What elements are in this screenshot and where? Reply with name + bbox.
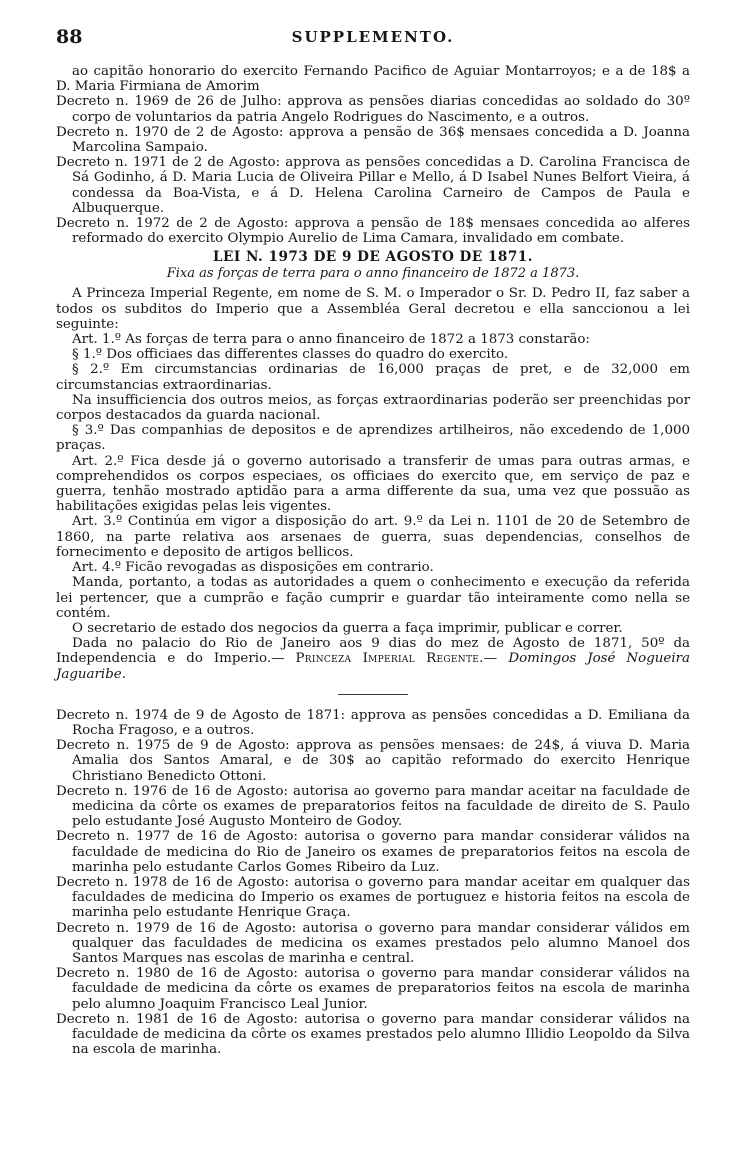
decree-entry: Decreto n. 1970 de 2 de Agosto: approva a pensão de 36$ mensaes concedida a D. Joanna Marcolina Sampaio. — [56, 124, 690, 156]
law-paragraph: § 1.º Dos officiaes das differentes classes do quadro do exercito. — [72, 347, 509, 363]
law-paragraph: O secretario de estado dos negocios da guerra a faça imprimir, publicar e correr. — [72, 620, 623, 636]
law-paragraph: Art. 1.º As forças de terra para o anno financeiro de 1872 a 1873 constarão: — [72, 332, 590, 348]
law-paragraph: Art. 4.º Ficão revogadas as disposições em contrario. — [72, 560, 434, 576]
law-paragraph: § 2.º Em circumstancias ordinarias de 16,000 praças de pret, e de 32,000 em circumstancias extraordinarias. — [56, 362, 690, 393]
law-paragraph: Na insufficiencia dos outros meios, as forças extraordinarias poderão ser preenchidas por corpos destacados da guarda nacional. — [56, 392, 690, 424]
decree-entry: Decreto n. 1980 de 16 de Agosto: autorisa o governo para mandar considerar válidos na faculdade de medicina da côrte os exames de preparatorios feitos na escola de marinha pelo alumno Joaquim Francisco Leal Junior. — [56, 966, 690, 1012]
decree-entry: Decreto n. 1977 de 16 de Agosto: autorisa o governo para mandar considerar válidos na faculdade de medicina do Rio de Janeiro os exames de preparatorios feitos na escola de marinha pelo estudante Carlos Gomes Ribeiro da Luz. — [56, 829, 690, 875]
decree-entry: Decreto n. 1975 de 9 de Agosto: approva as pensões mensaes: de 24$, á viuva D. Maria Amalia dos Santos Amaral, e de 30$ ao capitão reformado do exercito Henrique Christiano Benedicto Ottoni. — [56, 738, 690, 784]
decrees-top-section — [56, 64, 690, 246]
decree-entry: Decreto n. 1981 de 16 de Agosto: autorisa o governo para mandar considerar válidos na faculdade de medicina da côrte os exames prestados pelo alumno Illidio Leopoldo da Silva na escola de marinha. — [56, 1011, 690, 1058]
law-closing — [56, 636, 690, 682]
law-subtitle: Fixa as forças de terra para o anno financeiro de 1872 a 1873. — [166, 266, 580, 282]
law-paragraph: § 3.º Das companhias de depositos e de aprendizes artilheiros, não excedendo de 1,000 praças. — [56, 423, 690, 454]
running-head: SUPPLEMENTO. — [291, 28, 455, 46]
decree-continuation: ao capitão honorario do exercito Fernando Pacifico de Aguiar Montarroyos; e a de 18$ a D. Maria Firmiana de Amorim — [56, 64, 690, 95]
page-header — [56, 24, 690, 64]
decree-entry: Decreto n. 1976 de 16 de Agosto: autorisa ao governo para mandar aceitar na faculdade de medicina da côrte os exames de preparatorios feitos na faculdade de direito de S. Paulo pelo estudante José Augusto Monteiro de Godoy. — [56, 783, 690, 830]
law-paragraph: Art. 3.º Continúa em vigor a disposição do art. 9.º da Lei n. 1101 de 20 de Setembro de 1860, na parte relativa aos arsenaes de guerra, suas dependencias, conselhos de fornecimento e deposito de artigos bellicos. — [56, 514, 690, 560]
decree-entry: Decreto n. 1972 de 2 de Agosto: approva a pensão de 18$ mensaes concedida ao alferes reformado do exercito Olympio Aurelio de Lima Camara, invalidado em combate. — [56, 216, 690, 247]
decree-entry: Decreto n. 1969 de 26 de Julho: approva as pensões diarias concedidas ao soldado do 30º corpo de voluntarios da patria Angelo Rodrigues do Nascimento, e a outros. — [56, 94, 690, 125]
law-section — [56, 249, 690, 681]
decrees-bottom-section — [56, 708, 690, 1058]
law-title: LEI N. 1973 DE 9 DE AGOSTO DE 1871. — [212, 249, 533, 266]
document-page — [56, 24, 690, 1057]
closing-text: Dada no palacio do Rio de Janeiro aos 9 dias do mez de Agosto de 1871, 50º da Independencia e do Imperio.— — [56, 636, 690, 667]
minister-signature: Domingos José Nogueira Jaguaribe. — [56, 651, 690, 682]
decree-entry: Decreto n. 1978 de 16 de Agosto: autorisa o governo para mandar aceitar em qualquer das faculdades de medicina do Imperio os exames de portuguez e historia feitos na escola de marinha pelo estudante Henrique Graça. — [56, 874, 690, 921]
law-paragraph: Manda, portanto, a todas as autoridades a quem o conhecimento e execução da referida lei pertencer, que a cumprão e fação cumprir e guardar tão inteiramente como nella se contém. — [56, 575, 690, 621]
regent-signature: Princeza Imperial Regente.— — [295, 651, 498, 667]
law-paragraph: Art. 2.º Fica desde já o governo autorisado a transferir de umas para outras armas, e comprehendidos os corpos especiaes, os officiaes do exercito que, em serviço de paz e guerra, tenhão mostrado aptidão para a arma differente da sua, uma vez que possuão as habilitações exigidas pelas leis vigentes. — [56, 453, 690, 515]
decree-entry: Decreto n. 1971 de 2 de Agosto: approva as pensões concedidas a D. Carolina Francisca de Sá Godinho, á D. Maria Lucia de Oliveira Pillar e Mello, á D Isabel Nunes Belfort Vieira, á condessa da Boa-Vista, e á D. Helena Carolina Carneiro de Campos de Paula e Albuquerque. — [56, 155, 690, 216]
law-paragraph: A Princeza Imperial Regente, em nome de S. M. o Imperador o Sr. D. Pedro II, faz saber a todos os subditos do Imperio que a Assembléa Geral decretou e ella sanccionou a lei seguinte: — [56, 286, 690, 332]
page-number: 88 — [56, 26, 83, 48]
section-divider — [338, 694, 408, 695]
decree-entry: Decreto n. 1974 de 9 de Agosto de 1871: approva as pensões concedidas a D. Emiliana da Rocha Fragoso, e a outros. — [56, 707, 690, 738]
decree-entry: Decreto n. 1979 de 16 de Agosto: autorisa o governo para mandar considerar válidos em qualquer das faculdades de medicina os exames prestados pelo alumno Manoel dos Santos Marques nas escolas de marinha e central. — [56, 920, 690, 966]
